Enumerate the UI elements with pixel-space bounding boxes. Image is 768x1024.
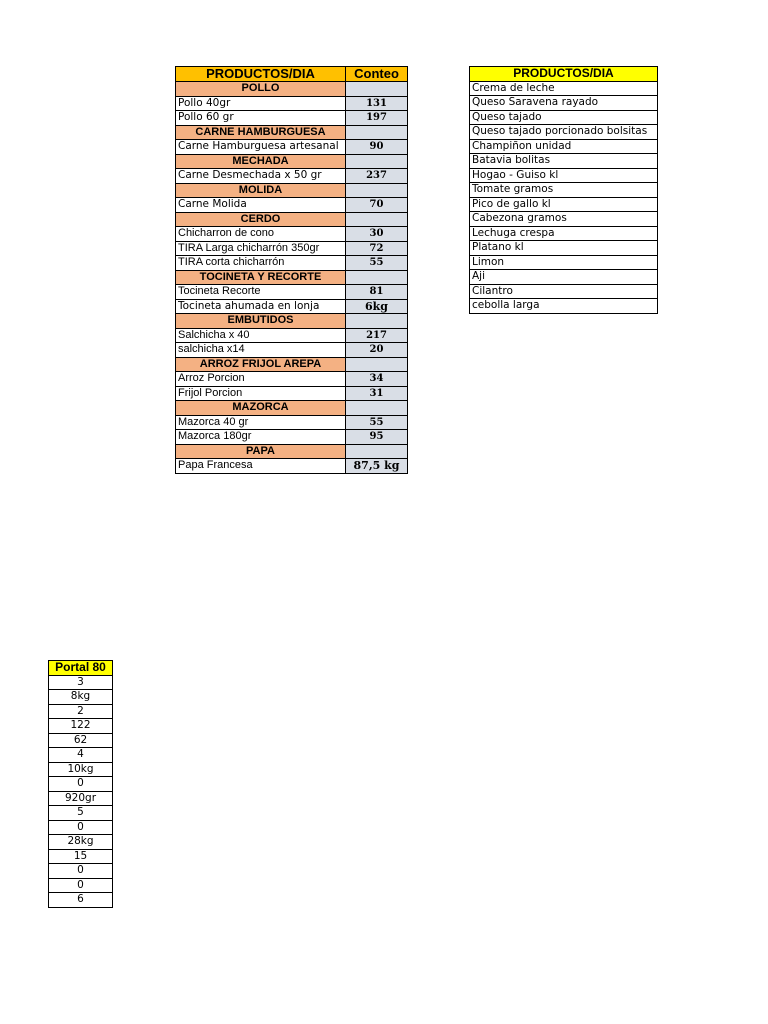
table-row xyxy=(176,386,408,401)
portal-value-cell[interactable]: 2 xyxy=(49,704,113,719)
products-list-table xyxy=(469,66,658,314)
category-row xyxy=(176,357,408,372)
table-row xyxy=(49,835,113,850)
count-cell[interactable]: 237 xyxy=(346,169,408,184)
table-row xyxy=(49,719,113,734)
category-row xyxy=(176,125,408,140)
product-name-cell[interactable]: Cabezona gramos xyxy=(470,212,658,227)
table-row xyxy=(176,227,408,242)
product-name-cell[interactable]: Carne Molida xyxy=(176,198,346,213)
table-row xyxy=(49,733,113,748)
table-row xyxy=(49,864,113,879)
category-row xyxy=(176,444,408,459)
table-row xyxy=(176,328,408,343)
portal-value-cell[interactable]: 0 xyxy=(49,864,113,879)
category-row xyxy=(176,270,408,285)
portal-value-cell[interactable]: 4 xyxy=(49,748,113,763)
portal-value-cell[interactable]: 8kg xyxy=(49,690,113,705)
table-row xyxy=(176,299,408,314)
table-row xyxy=(470,96,658,111)
table-row xyxy=(470,197,658,212)
product-name-cell[interactable]: Pico de gallo kl xyxy=(470,197,658,212)
table-row xyxy=(176,169,408,184)
category-row xyxy=(176,401,408,416)
header-products[interactable]: PRODUCTOS/DIA xyxy=(470,67,658,82)
portal-value-cell[interactable]: 10kg xyxy=(49,762,113,777)
product-name-cell[interactable]: Hogao - Guiso kl xyxy=(470,168,658,183)
count-cell[interactable]: 6kg xyxy=(346,299,408,314)
table-row xyxy=(176,256,408,271)
table-row xyxy=(49,820,113,835)
table-row xyxy=(176,96,408,111)
category-row xyxy=(176,82,408,97)
table-row xyxy=(49,806,113,821)
category-label[interactable]: POLLO xyxy=(176,82,346,97)
portal-value-cell[interactable]: 920gr xyxy=(49,791,113,806)
category-count-cell[interactable] xyxy=(346,125,408,140)
portal-value-cell[interactable]: 62 xyxy=(49,733,113,748)
table-row xyxy=(49,878,113,893)
product-name-cell[interactable]: Queso Saravena rayado xyxy=(470,96,658,111)
category-row xyxy=(176,212,408,227)
table-row xyxy=(49,791,113,806)
product-name-cell[interactable]: TIRA Larga chicharrón 350gr xyxy=(176,241,346,256)
table-row xyxy=(470,226,658,241)
table-row xyxy=(470,81,658,96)
category-label[interactable]: PAPA xyxy=(176,444,346,459)
category-count-cell[interactable] xyxy=(346,401,408,416)
table-row xyxy=(49,777,113,792)
category-row xyxy=(176,314,408,329)
table-header-row xyxy=(49,661,113,676)
table-row xyxy=(470,212,658,227)
category-label[interactable]: ARROZ FRIJOL AREPA xyxy=(176,357,346,372)
header-products[interactable]: PRODUCTOS/DIA xyxy=(176,67,346,82)
product-name-cell[interactable]: cebolla larga xyxy=(470,299,658,314)
table-row xyxy=(176,372,408,387)
category-label[interactable]: MOLIDA xyxy=(176,183,346,198)
table-row xyxy=(470,299,658,314)
product-name-cell[interactable]: Limon xyxy=(470,255,658,270)
product-name-cell[interactable]: Carne Hamburguesa artesanal xyxy=(176,140,346,155)
table-row xyxy=(176,459,408,474)
table-row xyxy=(470,139,658,154)
table-row xyxy=(176,285,408,300)
product-name-cell[interactable]: Champiñon unidad xyxy=(470,139,658,154)
category-count-cell[interactable] xyxy=(346,82,408,97)
table-row xyxy=(470,183,658,198)
count-cell[interactable]: 81 xyxy=(346,285,408,300)
count-cell[interactable]: 55 xyxy=(346,256,408,271)
table-row xyxy=(470,154,658,169)
table-row xyxy=(176,430,408,445)
table-header-row xyxy=(176,67,408,82)
product-name-cell[interactable]: Papa Francesa xyxy=(176,459,346,474)
product-name-cell[interactable]: Tocineta Recorte xyxy=(176,285,346,300)
category-count-cell[interactable] xyxy=(346,444,408,459)
portal-value-cell[interactable]: 0 xyxy=(49,777,113,792)
count-cell[interactable]: 55 xyxy=(346,415,408,430)
inventory-count-table xyxy=(175,66,408,474)
category-label[interactable]: MECHADA xyxy=(176,154,346,169)
table-row xyxy=(470,125,658,140)
product-name-cell[interactable]: Platano kl xyxy=(470,241,658,256)
product-name-cell[interactable]: Chicharron de cono xyxy=(176,227,346,242)
count-cell[interactable]: 72 xyxy=(346,241,408,256)
table-row xyxy=(49,893,113,908)
product-name-cell[interactable]: Tomate gramos xyxy=(470,183,658,198)
category-count-cell[interactable] xyxy=(346,183,408,198)
count-cell[interactable]: 95 xyxy=(346,430,408,445)
header-count[interactable]: Conteo xyxy=(346,67,408,82)
portal-value-cell[interactable]: 15 xyxy=(49,849,113,864)
portal-value-cell[interactable]: 3 xyxy=(49,675,113,690)
category-row xyxy=(176,154,408,169)
product-name-cell[interactable]: Mazorca 180gr xyxy=(176,430,346,445)
header-portal[interactable]: Portal 80 xyxy=(49,661,113,676)
table-row xyxy=(470,270,658,285)
portal-value-cell[interactable]: 122 xyxy=(49,719,113,734)
portal-value-cell[interactable]: 5 xyxy=(49,806,113,821)
table-row xyxy=(176,343,408,358)
product-name-cell[interactable]: Pollo 40gr xyxy=(176,96,346,111)
table-row xyxy=(470,110,658,125)
count-cell[interactable]: 20 xyxy=(346,343,408,358)
product-name-cell[interactable]: Salchicha x 40 xyxy=(176,328,346,343)
table-header-row xyxy=(470,67,658,82)
category-row xyxy=(176,183,408,198)
table-row xyxy=(49,748,113,763)
table-row xyxy=(176,140,408,155)
product-name-cell[interactable]: Queso tajado porcionado bolsitas xyxy=(470,125,658,140)
portal-value-cell[interactable]: 0 xyxy=(49,820,113,835)
count-cell[interactable]: 34 xyxy=(346,372,408,387)
table-row xyxy=(176,415,408,430)
count-cell[interactable]: 197 xyxy=(346,111,408,126)
category-label[interactable]: TOCINETA Y RECORTE xyxy=(176,270,346,285)
table-row xyxy=(176,241,408,256)
product-name-cell[interactable]: salchicha x14 xyxy=(176,343,346,358)
table-row xyxy=(176,198,408,213)
portal-value-cell[interactable]: 28kg xyxy=(49,835,113,850)
product-name-cell[interactable]: Frijol Porcion xyxy=(176,386,346,401)
table-row xyxy=(49,762,113,777)
product-name-cell[interactable]: Aji xyxy=(470,270,658,285)
table-row xyxy=(49,690,113,705)
table-row xyxy=(49,675,113,690)
count-cell[interactable]: 131 xyxy=(346,96,408,111)
category-label[interactable]: EMBUTIDOS xyxy=(176,314,346,329)
count-cell[interactable]: 30 xyxy=(346,227,408,242)
category-label[interactable]: CERDO xyxy=(176,212,346,227)
category-label[interactable]: MAZORCA xyxy=(176,401,346,416)
product-name-cell[interactable]: Lechuga crespa xyxy=(470,226,658,241)
product-name-cell[interactable]: Crema de leche xyxy=(470,81,658,96)
category-count-cell[interactable] xyxy=(346,357,408,372)
product-name-cell[interactable]: Cilantro xyxy=(470,284,658,299)
count-cell[interactable]: 31 xyxy=(346,386,408,401)
category-count-cell[interactable] xyxy=(346,314,408,329)
portal-80-table xyxy=(48,660,113,908)
table-row xyxy=(49,849,113,864)
category-count-cell[interactable] xyxy=(346,154,408,169)
count-cell[interactable]: 70 xyxy=(346,198,408,213)
product-name-cell[interactable]: Pollo 60 gr xyxy=(176,111,346,126)
product-name-cell[interactable]: Arroz Porcion xyxy=(176,372,346,387)
table-row xyxy=(176,111,408,126)
table-row xyxy=(49,704,113,719)
table-row xyxy=(470,241,658,256)
category-count-cell[interactable] xyxy=(346,270,408,285)
product-name-cell[interactable]: Carne Desmechada x 50 gr xyxy=(176,169,346,184)
table-row xyxy=(470,255,658,270)
count-cell[interactable]: 90 xyxy=(346,140,408,155)
product-name-cell[interactable]: Batavia bolitas xyxy=(470,154,658,169)
product-name-cell[interactable]: Tocineta ahumada en lonja xyxy=(176,299,346,314)
table-row xyxy=(470,284,658,299)
product-name-cell[interactable]: TIRA corta chicharrón xyxy=(176,256,346,271)
table-row xyxy=(470,168,658,183)
portal-value-cell[interactable]: 0 xyxy=(49,878,113,893)
portal-value-cell[interactable]: 6 xyxy=(49,893,113,908)
count-cell[interactable]: 217 xyxy=(346,328,408,343)
product-name-cell[interactable]: Mazorca 40 gr xyxy=(176,415,346,430)
category-count-cell[interactable] xyxy=(346,212,408,227)
product-name-cell[interactable]: Queso tajado xyxy=(470,110,658,125)
category-label[interactable]: CARNE HAMBURGUESA xyxy=(176,125,346,140)
count-cell[interactable]: 87,5 kg xyxy=(346,459,408,474)
